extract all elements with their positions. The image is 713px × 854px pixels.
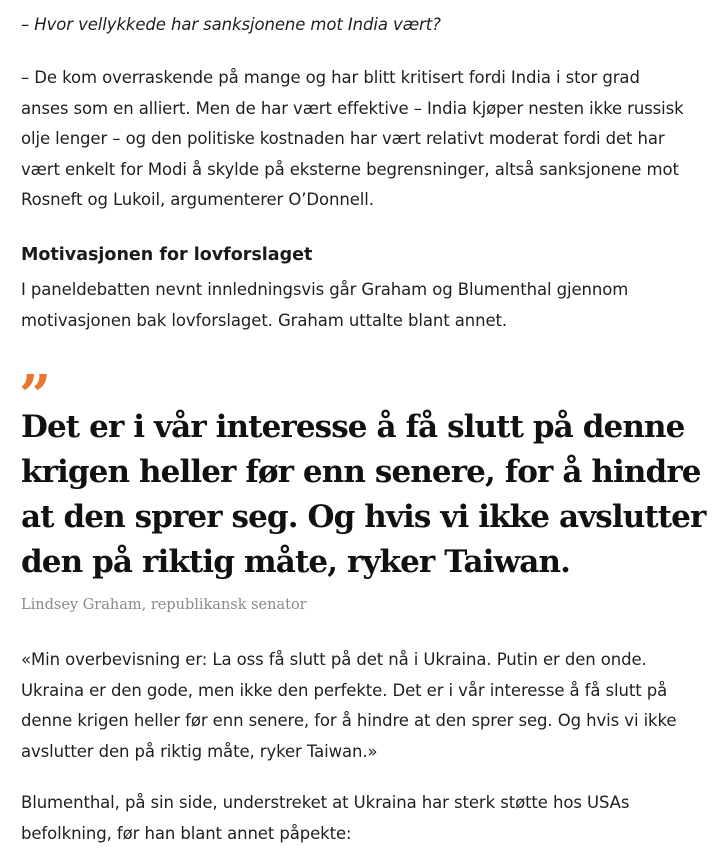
quoted-line: denne krigen heller før enn senere, for å hindre at den sprer seg. Og hvis vi ikke — [21, 711, 677, 730]
quoted-line: avslutter den på riktig måte, ryker Taiwan.» — [21, 741, 378, 761]
answer-line: Rosneft og Lukoil, argumenterer O’Donnell. — [21, 190, 374, 209]
pull-quote-line: Det er i vår interesse å få slutt på denne — [21, 409, 685, 445]
pull-quote — [21, 405, 711, 585]
answer-line: olje lenger – og den politiske kostnaden har vært relativt moderat fordi det har — [21, 129, 665, 148]
pull-quote-line: krigen heller før enn senere, for å hindre at — [21, 454, 701, 535]
pull-quote-line: den sprer seg. Og hvis vi ikke avslutter den — [21, 499, 706, 580]
closing-paragraph — [21, 788, 711, 849]
quoted-statement — [21, 645, 711, 767]
quote-attribution: Lindsey Graham, republikansk senator — [21, 597, 307, 613]
quoted-line: «Min overbevisning er: La oss få slutt på det nå i Ukraina. Putin er den onde. — [21, 650, 647, 669]
quote-mark-icon: ” — [19, 368, 52, 408]
section-intro — [21, 275, 711, 336]
closing-line: Blumenthal, på sin side, understreket at Ukraina har sterk støtte hos USAs — [21, 793, 630, 812]
answer-line: anses som en alliert. Men de har vært effektive – India kjøper nesten ikke russisk — [21, 98, 684, 118]
closing-line: befolkning, før han blant annet påpekte: — [21, 823, 352, 843]
pull-quote-line: på riktig måte, ryker Taiwan. — [92, 544, 571, 580]
quoted-line: Ukraina er den gode, men ikke den perfekte. Det er i vår interesse å få slutt på — [21, 680, 668, 700]
interview-answer — [21, 63, 711, 216]
section-subheading: Motivasjonen for lovforslaget — [21, 245, 313, 265]
answer-line: vært enkelt for Modi å skylde på eksterne begrensninger, altså sanksjonene mot — [21, 159, 679, 179]
answer-line: – De kom overraskende på mange og har blitt kritisert fordi India i stor grad — [21, 68, 640, 87]
intro-line: motivasjonen bak lovforslaget. Graham uttalte blant annet. — [21, 310, 508, 330]
intro-line: I paneldebatten nevnt innledningsvis går Graham og Blumenthal gjennom — [21, 280, 629, 299]
interview-question: – Hvor vellykkede har sanksjonene mot India vært? — [21, 15, 441, 34]
